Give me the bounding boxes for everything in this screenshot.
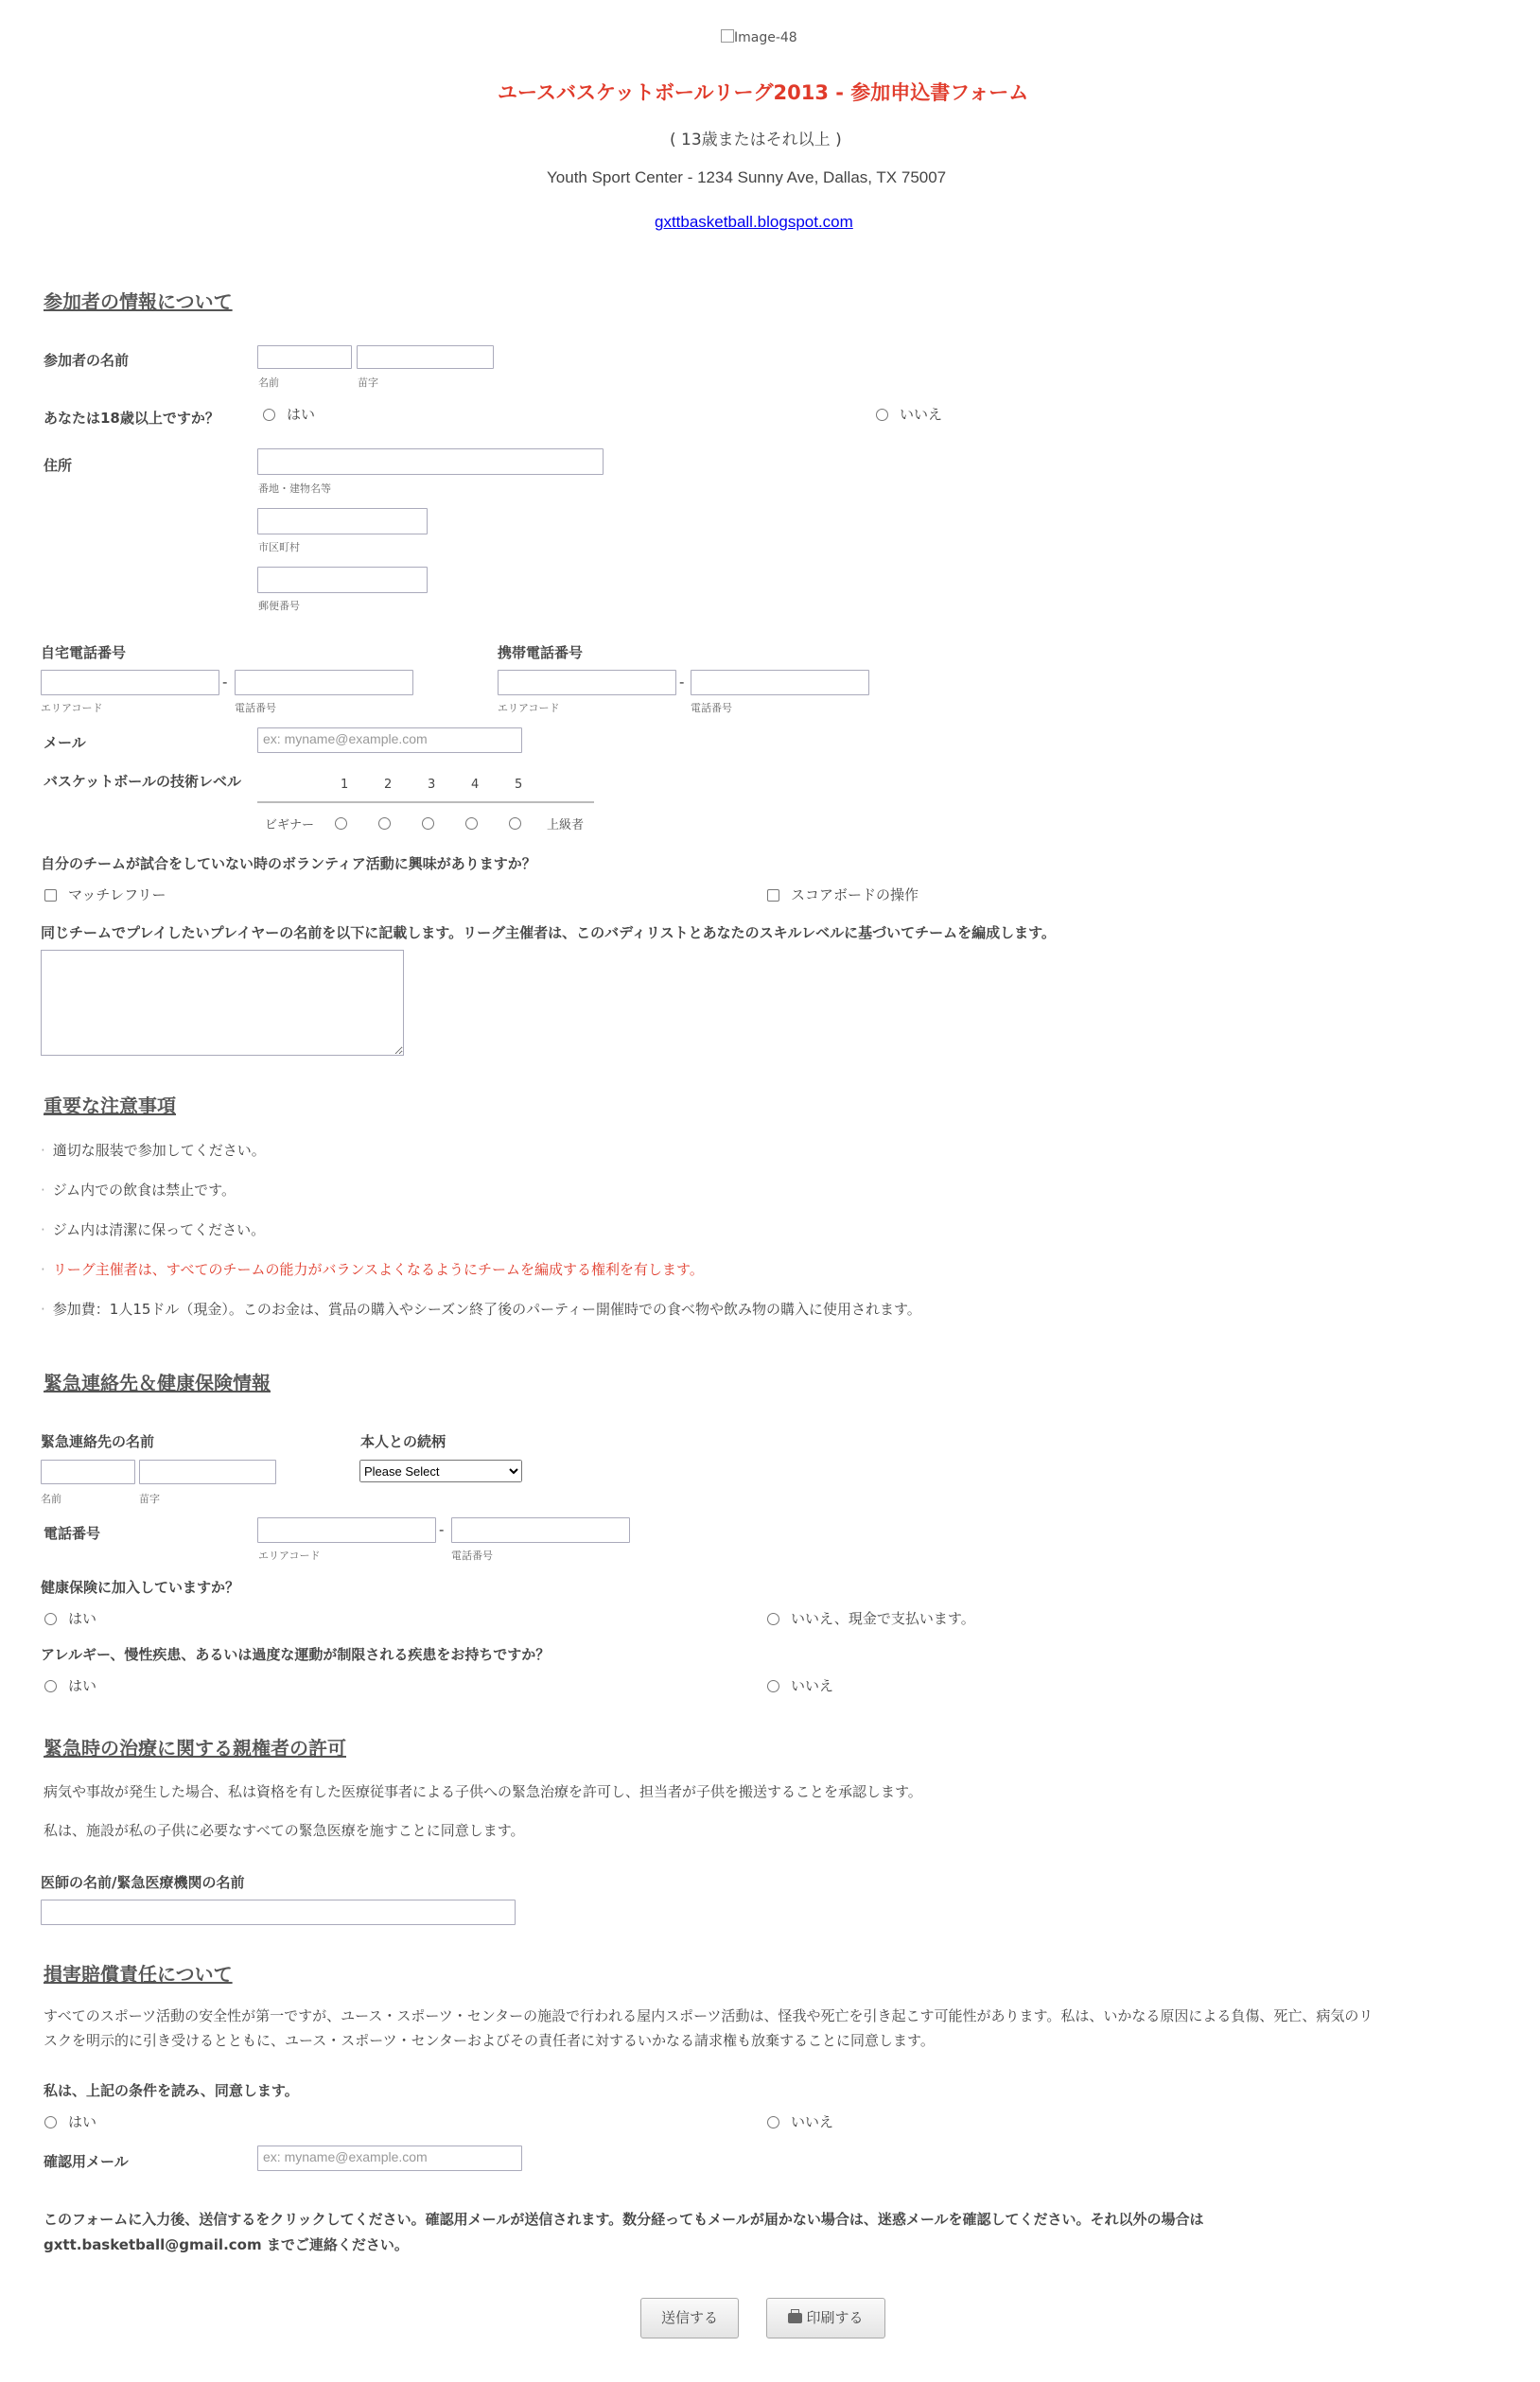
skill-scale-divider: [257, 801, 594, 803]
volunteer-scoreboard-option[interactable]: スコアボードの操作: [767, 884, 919, 904]
buddy-list-label: 同じチームでプレイしたいプレイヤーの名前を以下に記載します。リーグ主催者は、このバディリストとあなたのスキルレベルに基づいてチームを編成します。: [41, 924, 1056, 941]
blog-link[interactable]: gxttbasketball.blogspot.com: [655, 213, 853, 231]
doctor-name-label: 医師の名前/緊急医療機関の名前: [41, 1874, 245, 1891]
radio-icon[interactable]: [767, 2116, 779, 2128]
street-sublabel: 番地・建物名等: [258, 482, 331, 495]
section-participant-title: 参加者の情報について: [44, 290, 233, 313]
emergency-last-name-input[interactable]: [139, 1460, 276, 1484]
emergency-first-name-sublabel: 名前: [41, 1493, 61, 1505]
radio-icon[interactable]: [44, 1680, 57, 1692]
skill-level-2: 2: [384, 778, 393, 792]
radio-icon[interactable]: [876, 409, 888, 421]
confirm-email-label: 確認用メール: [44, 2153, 129, 2170]
radio-icon[interactable]: [767, 1613, 779, 1625]
over18-label: あなたは18歳以上ですか？: [44, 410, 219, 427]
printer-icon: [788, 2313, 802, 2323]
skill-low-label: ビギナー: [265, 818, 315, 832]
home-phone-label: 自宅電話番号: [41, 644, 127, 661]
section-emergency-title: 緊急連絡先＆健康保険情報: [44, 1372, 271, 1394]
agree-yes-option[interactable]: はい: [44, 2111, 96, 2131]
section-notices-title: 重要な注意事項: [44, 1095, 176, 1117]
address-label: 住所: [44, 457, 73, 474]
notice-item-important: · リーグ主催者は、すべてのチームの能力がバランスよくなるようにチームを編成する権利を有します。: [41, 1261, 704, 1278]
notice-item: · 参加費：1人15ドル（現金）。このお金は、賞品の購入やシーズン終了後のパーティー開催時での食べ物や飲み物の購入に使用されます。: [41, 1301, 921, 1318]
emergency-last-name-sublabel: 苗字: [139, 1493, 160, 1505]
last-name-input[interactable]: [357, 345, 494, 369]
mobile-phone-label: 携帯電話番号: [498, 644, 584, 661]
section-consent-title: 緊急時の治療に関する親権者の許可: [44, 1737, 346, 1760]
skill-level-label: バスケットボールの技術レベル: [44, 773, 241, 790]
insurance-label: 健康保険に加入していますか？: [41, 1579, 240, 1596]
insurance-no-option[interactable]: いいえ、現金で支払います。: [767, 1608, 975, 1628]
footer-instruction-line-1: このフォームに入力後、送信するをクリックしてください。確認用メールが送信されます。数分経ってもメールが届かない場合は、迷惑メールを確認してください。それ以外の場合は: [44, 2211, 1204, 2228]
notice-item: · 適切な服装で参加してください。: [41, 1142, 266, 1159]
city-sublabel: 市区町村: [258, 541, 300, 553]
emergency-phone-number-input[interactable]: [451, 1517, 630, 1543]
home-area-code-sublabel: エリアコード: [41, 702, 103, 714]
skill-radio-3[interactable]: [422, 817, 434, 830]
home-phone-dash: -: [222, 674, 228, 691]
consent-text-1: 病気や事故が発生した場合、私は資格を有した医療従事者による子供への緊急治療を許可し、担当者が子供を搬送することを承認します。: [44, 1783, 922, 1800]
venue-address: Youth Sport Center - 1234 Sunny Ave, Dallas, TX 75007: [547, 168, 947, 186]
emergency-phone-number-sublabel: 電話番号: [451, 1550, 493, 1562]
skill-radio-5[interactable]: [509, 817, 521, 830]
emergency-area-code-input[interactable]: [257, 1517, 436, 1543]
mobile-phone-dash: -: [679, 674, 685, 691]
allergy-yes-option[interactable]: はい: [44, 1675, 96, 1695]
notice-item: · ジム内は清潔に保ってください。: [41, 1221, 266, 1238]
street-input[interactable]: [257, 448, 604, 475]
skill-level-5: 5: [515, 778, 523, 792]
radio-icon[interactable]: [44, 2116, 57, 2128]
skill-radio-2[interactable]: [378, 817, 391, 830]
agree-no-option[interactable]: いいえ: [767, 2111, 833, 2131]
skill-level-3: 3: [428, 778, 436, 792]
last-name-sublabel: 苗字: [358, 377, 378, 389]
participant-name-label: 参加者の名前: [44, 352, 130, 369]
relation-label: 本人との続柄: [360, 1433, 446, 1450]
radio-icon[interactable]: [44, 1613, 57, 1625]
email-label: メール: [44, 734, 86, 751]
broken-image-icon: [721, 29, 734, 43]
skill-level-4: 4: [471, 778, 480, 792]
skill-radio-1[interactable]: [335, 817, 347, 830]
radio-icon[interactable]: [263, 409, 275, 421]
over18-yes-option[interactable]: はい: [263, 404, 315, 424]
relation-select[interactable]: [359, 1460, 522, 1482]
confirm-email-input[interactable]: ex: myname@example.com: [257, 2146, 522, 2171]
doctor-name-input[interactable]: [41, 1900, 516, 1925]
skill-radio-4[interactable]: [465, 817, 478, 830]
checkbox-icon[interactable]: [44, 889, 57, 902]
allergy-no-option[interactable]: いいえ: [767, 1675, 833, 1695]
home-area-code-input[interactable]: [41, 670, 219, 695]
section-liability-title: 損害賠償責任について: [44, 1963, 233, 1986]
mobile-area-code-input[interactable]: [498, 670, 676, 695]
volunteer-label: 自分のチームが試合をしていない時のボランティア活動に興味がありますか？: [41, 855, 536, 872]
emergency-phone-label: 電話番号: [44, 1525, 101, 1542]
print-button[interactable]: 印刷する: [766, 2298, 885, 2338]
mobile-phone-number-input[interactable]: [691, 670, 869, 695]
first-name-input[interactable]: [257, 345, 352, 369]
skill-level-1: 1: [341, 778, 349, 792]
insurance-yes-option[interactable]: はい: [44, 1608, 96, 1628]
age-note: ( 13歳またはそれ以上 ): [670, 131, 842, 149]
checkbox-icon[interactable]: [767, 889, 779, 902]
volunteer-referee-option[interactable]: マッチレフリー: [44, 884, 166, 904]
emergency-phone-dash: -: [439, 1521, 445, 1538]
submit-button[interactable]: 送信する: [640, 2298, 739, 2338]
emergency-first-name-input[interactable]: [41, 1460, 135, 1484]
liability-text-line-2: スクを明示的に引き受けるとともに、ユース・スポーツ・センターおよびその責任者に対するいかなる請求権も放棄することに同意します。: [44, 2032, 935, 2049]
consent-text-2: 私は、施設が私の子供に必要なすべての緊急医療を施すことに同意します。: [44, 1822, 525, 1839]
allergy-label: アレルギー、慢性疾患、あるいは過度な運動が制限される疾患をお持ちですか？: [41, 1646, 551, 1663]
over18-no-option[interactable]: いいえ: [876, 404, 942, 424]
buddy-list-textarea[interactable]: [41, 950, 404, 1056]
home-phone-number-input[interactable]: [235, 670, 413, 695]
email-input[interactable]: ex: myname@example.com: [257, 727, 522, 753]
skill-high-label: 上級者: [547, 818, 585, 832]
emergency-area-code-sublabel: エリアコード: [258, 1550, 321, 1562]
city-input[interactable]: [257, 508, 428, 534]
liability-text-line-1: すべてのスポーツ活動の安全性が第一ですが、ユース・スポーツ・センターの施設で行われる屋内スポーツ活動は、怪我や死亡を引き起こす可能性があります。私は、いかなる原因による負傷、死亡、病気のリ: [44, 2007, 1374, 2024]
radio-icon[interactable]: [767, 1680, 779, 1692]
first-name-sublabel: 名前: [258, 377, 279, 389]
agree-label: 私は、上記の条件を読み、同意します。: [44, 2082, 299, 2099]
notice-item: · ジム内での飲食は禁止です。: [41, 1182, 236, 1199]
home-phone-number-sublabel: 電話番号: [235, 702, 276, 714]
mobile-area-code-sublabel: エリアコード: [498, 702, 560, 714]
footer-instruction-line-2: gxtt.basketball@gmail.com までご連絡ください。: [44, 2236, 409, 2253]
header-image-placeholder: Image-48: [721, 29, 797, 45]
zip-input[interactable]: [257, 567, 428, 593]
mobile-phone-number-sublabel: 電話番号: [691, 702, 732, 714]
form-title: ユースバスケットボールリーグ2013 - 参加申込書フォーム: [498, 81, 1029, 104]
zip-sublabel: 郵便番号: [258, 600, 300, 612]
emergency-contact-name-label: 緊急連絡先の名前: [41, 1433, 155, 1450]
